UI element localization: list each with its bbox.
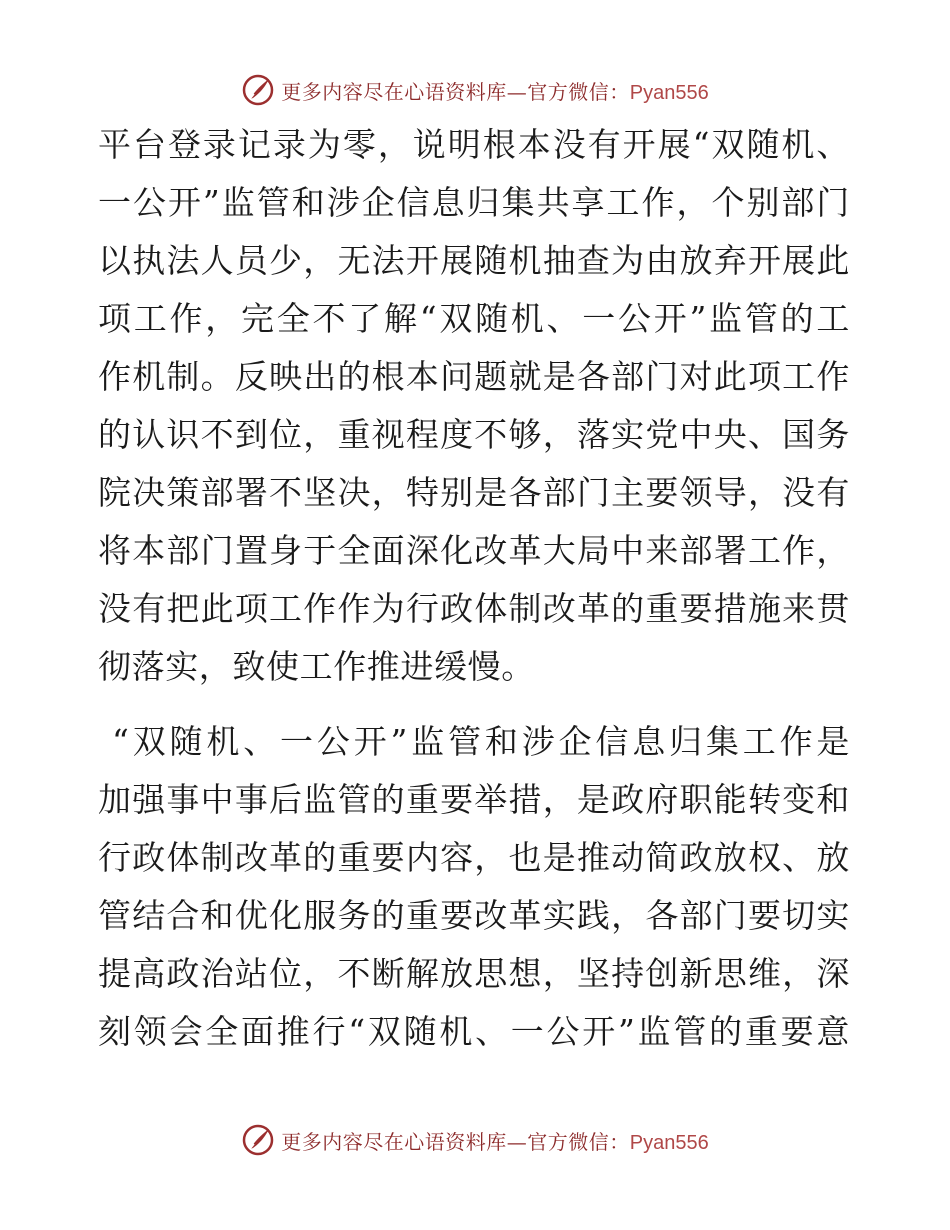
quill-logo-icon (241, 1123, 275, 1157)
quill-logo-icon (241, 73, 275, 107)
text-line: 平台登录记录为零，说明根本没有开展“双随机、 (98, 125, 850, 164)
text-line: 彻落实，致使工作推进缓慢。 (98, 647, 535, 686)
text-line: 一公开”监管和涉企信息归集共享工作，个别部门 (98, 183, 850, 222)
text-line: “双随机、一公开”监管和涉企信息归集工作是 (112, 722, 850, 761)
text-line: 院决策部署不坚决，特别是各部门主要领导，没有 (98, 473, 850, 512)
text-line: 没有把此项工作作为行政体制改革的重要措施来贯 (98, 589, 850, 628)
paragraph-1 (98, 116, 850, 696)
header-banner (0, 68, 950, 112)
text-line: 刻领会全面推行“双随机、一公开”监管的重要意 (98, 1012, 850, 1051)
text-line: 提高政治站位，不断解放思想，坚持创新思维，深 (98, 954, 850, 993)
text-line: 行政体制改革的重要内容，也是推动简政放权、放 (98, 838, 850, 877)
text-line: 以执法人员少，无法开展随机抽查为由放弃开展此 (98, 241, 850, 280)
banner-caption (281, 76, 708, 105)
text-line: 管结合和优化服务的重要改革实践，各部门要切实 (98, 896, 850, 935)
text-line: 项工作，完全不了解“双随机、一公开”监管的工 (98, 299, 850, 338)
wechat-id: Pyan556 (629, 1131, 709, 1154)
paragraph-spacer (98, 696, 850, 713)
wechat-id: Pyan556 (629, 81, 709, 104)
banner-text: 更多内容尽在心语资料库—官方微信： (281, 79, 630, 104)
footer-banner (0, 1118, 950, 1162)
banner-text: 更多内容尽在心语资料库—官方微信： (281, 1129, 630, 1154)
text-line: 加强事中事后监管的重要举措，是政府职能转变和 (98, 780, 850, 819)
document-body (98, 116, 850, 1061)
paragraph-2 (98, 713, 850, 1061)
text-line: 的认识不到位，重视程度不够，落实党中央、国务 (98, 415, 850, 454)
banner-caption (281, 1126, 708, 1155)
text-line: 将本部门置身于全面深化改革大局中来部署工作， (98, 531, 850, 570)
text-line: 作机制。反映出的根本问题就是各部门对此项工作 (98, 357, 850, 396)
